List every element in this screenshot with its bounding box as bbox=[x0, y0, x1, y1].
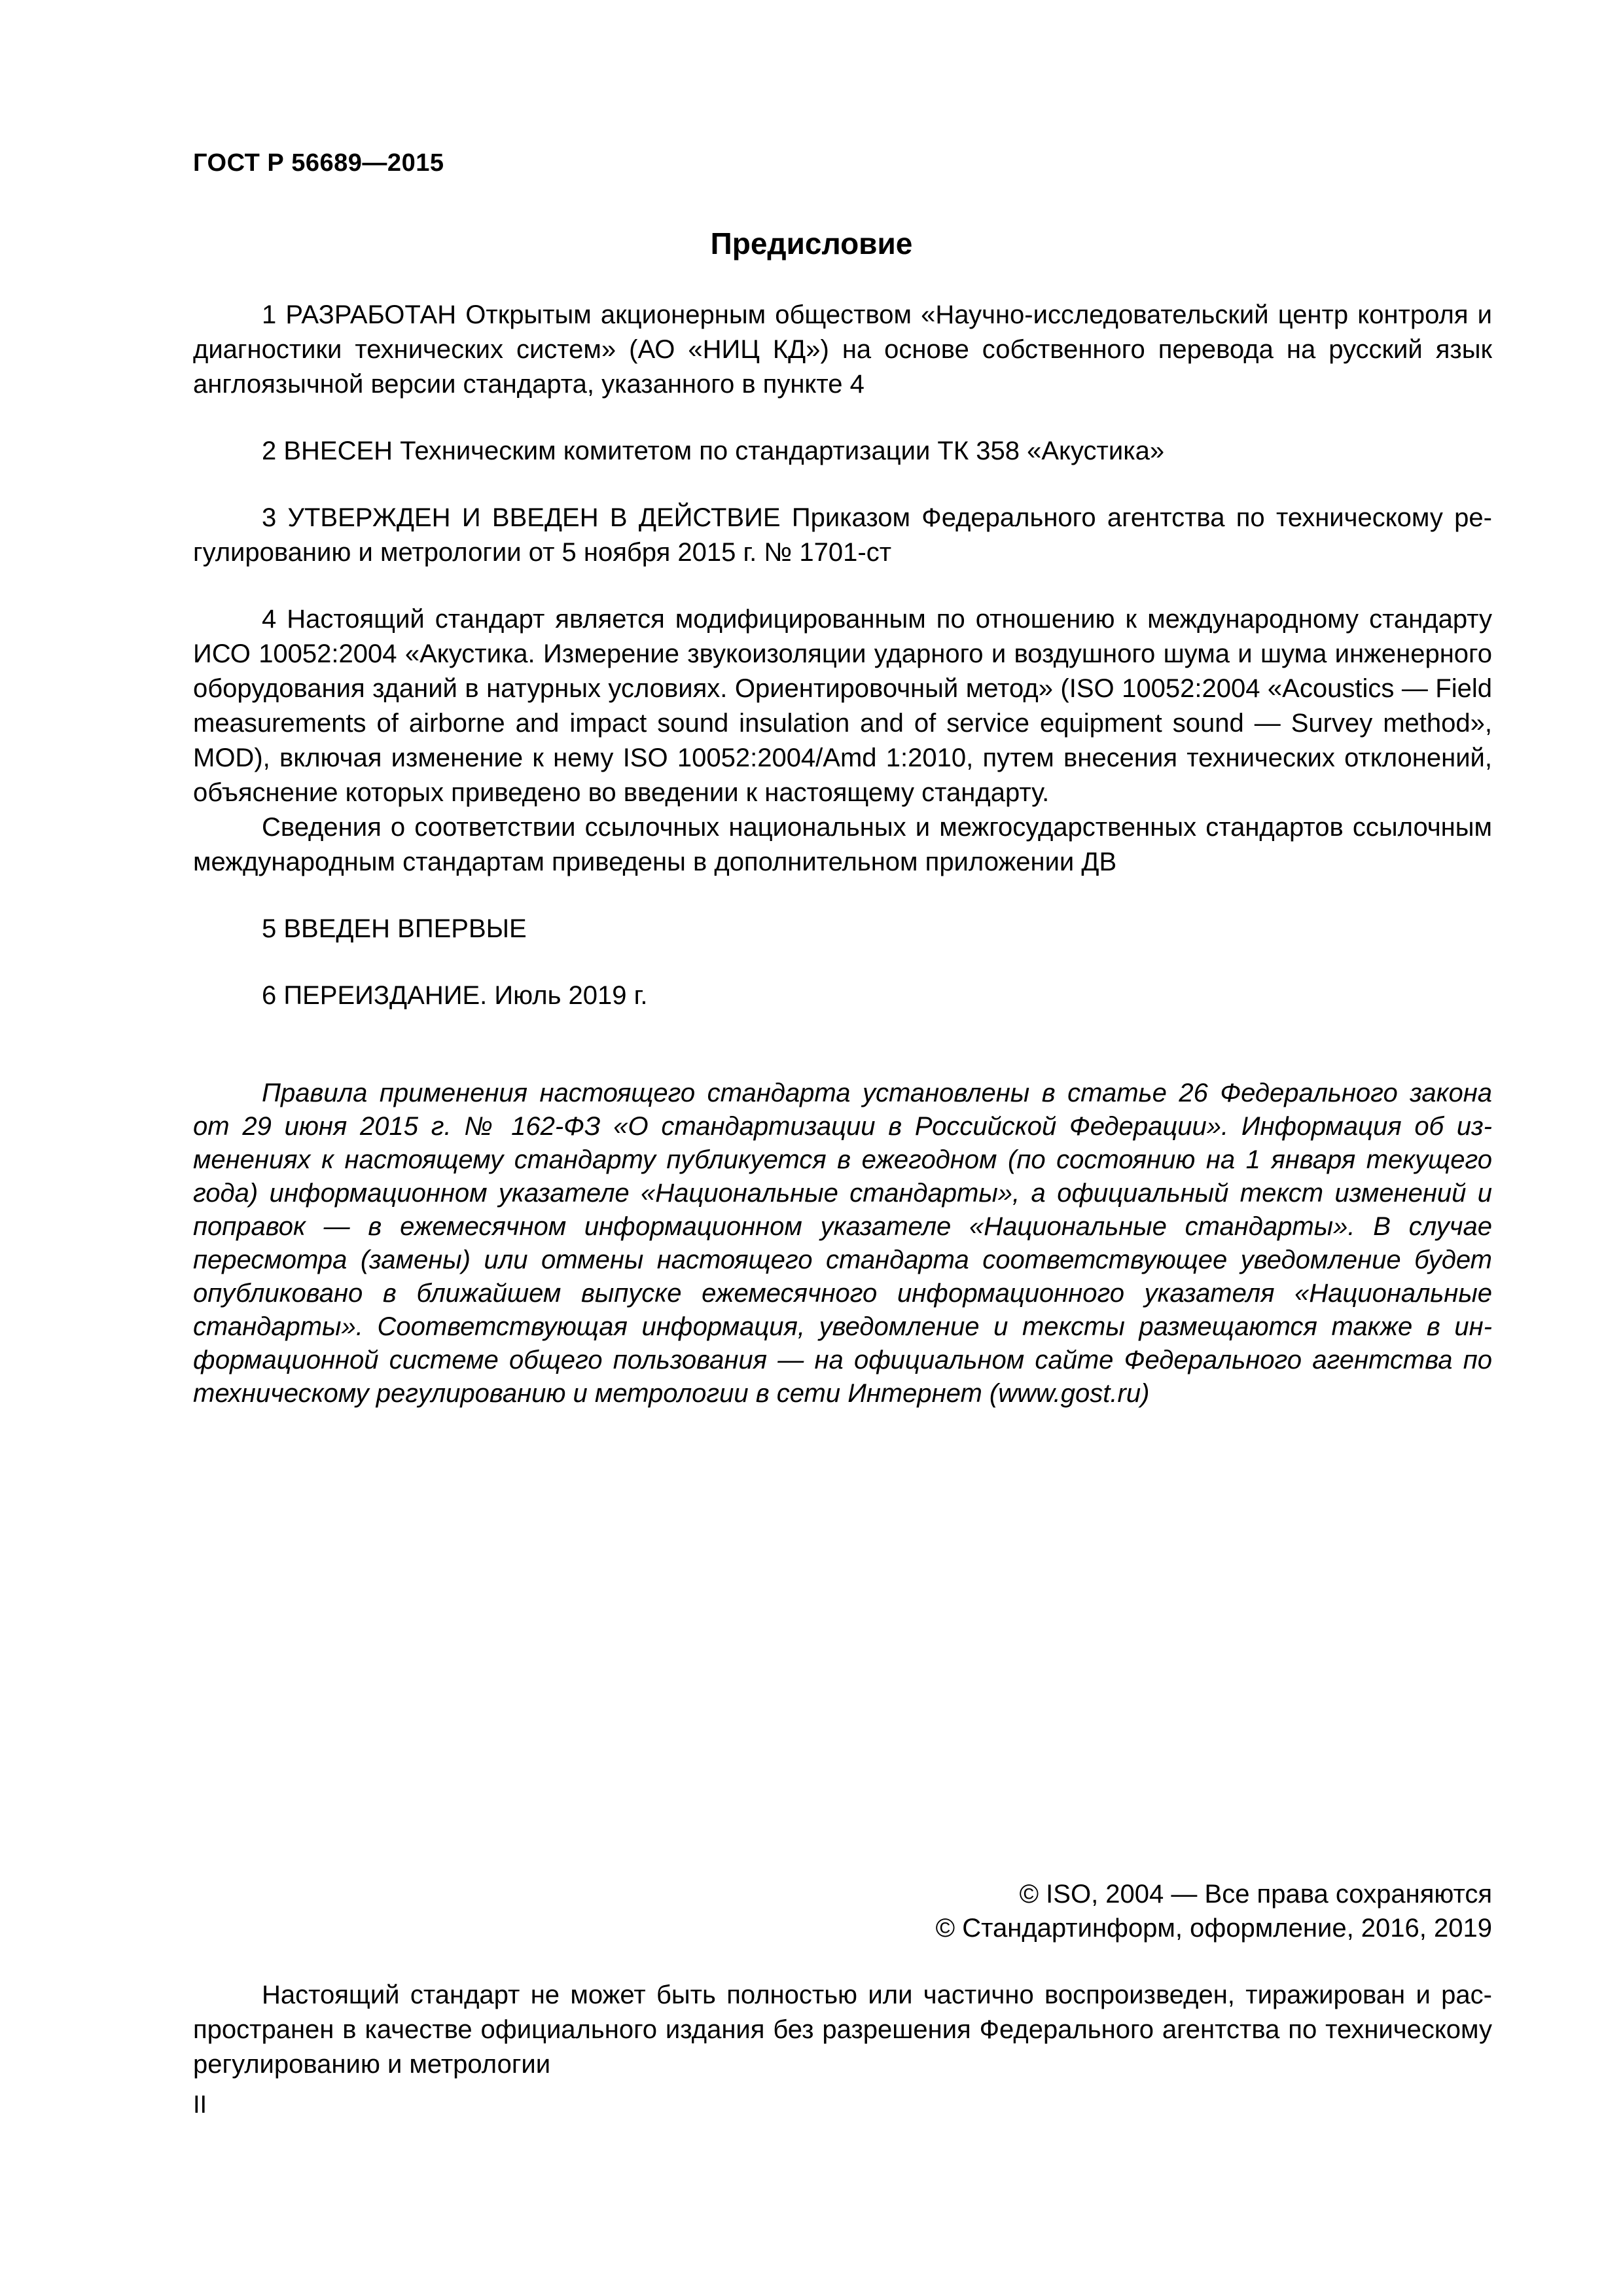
preface-item-4-references: Сведения о соответствии ссылочных национальных и межгосударственных стандартов ссылочным международным стандартам приведены в дополнительном приложении ДВ bbox=[193, 813, 1492, 876]
reproduction-notice-text: Настоящий стандарт не может быть полностью или частично воспроизведен, тиражирован и распространен в качестве официального издания без разрешения Федерального агентства по техническому регулированию и метрологии bbox=[193, 1981, 1492, 2079]
preface-item-6: 6 ПЕРЕИЗДАНИЕ. Июль 2019 г. bbox=[262, 981, 648, 1010]
standard-code-header: ГОСТ Р 56689—2015 bbox=[193, 149, 444, 177]
application-rules-text: Правила применения настоящего стандарта установлены в статье 26 Федерального закона от 29 июня 2015 г. № 162-ФЗ «О стандартизации в Российской Федерации». Информация об изменениях к настоящему стандарту публикуется в ежегодном (по состоянию на 1 января текущего года) информационном указателе «Национальные стандарты», а официальный текст изменений и поправок — в ежемесячном информационном указателе «Национальные стандарты». В случае пересмотра (замены) или отмены настоящего стандарта соответствующее уведомление будет опубликовано в ближайшем выпуске ежемесячного информационного указателя «Национальные стандарты». Соответствующая информация, уведомление и тексты размещаются также в информационной системе общего пользования — на официальном сайте Федерального агентства по техническому регулированию и метрологии в сети Интернет (www.gost.ru) bbox=[193, 1079, 1492, 1408]
copyright-standartinform: © Стандартинформ, оформление, 2016, 2019 bbox=[935, 1914, 1492, 1943]
page-title: Предисловие bbox=[710, 226, 913, 260]
copyright-iso: © ISO, 2004 — Все права сохраняются bbox=[1019, 1880, 1492, 1909]
reproduction-notice-section bbox=[193, 1978, 1492, 2082]
preface-item-1: 1 РАЗРАБОТАН Открытым акционерным обществом «Научно-исследовательский центр контроля и диагностики технических систем» (АО «НИЦ КД») на основе собственного перевода на русский язык англоязычной версии стандарта, указанного в пункте 4 bbox=[193, 300, 1492, 399]
preface-item-2: 2 ВНЕСЕН Техническим комитетом по стандартизации ТК 358 «Акустика» bbox=[262, 437, 1165, 465]
preface-item-5: 5 ВВЕДЕН ВПЕРВЫЕ bbox=[262, 914, 527, 943]
preface-section bbox=[193, 298, 1492, 1013]
application-rules-section bbox=[193, 1077, 1492, 1410]
copyright-block bbox=[936, 1877, 1492, 1945]
preface-item-4: 4 Настоящий стандарт является модифицированным по отношению к международному стандарту ИСО 10052:2004 «Акустика. Измерение звукоизоляции ударного и воздушного шума и шума инженерного оборудования зданий в натурных условиях. Ориентировочный метод» (ISO 10052:2004 «Acoustics — Field measurements of airborne and impact sound insulation and of service equipment sound — Survey method», MOD), включая изменение к нему ISO 10052:2004/Amd 1:2010, путем внесения технических отклонений, объяснение которых приведено во введении к настоящему стандарту. bbox=[193, 605, 1492, 807]
page-number: II bbox=[193, 2091, 207, 2119]
preface-item-3: 3 УТВЕРЖДЕН И ВВЕДЕН В ДЕЙСТВИЕ Приказом Федерального агентства по техническому регулированию и метрологии от 5 ноября 2015 г. № 1701-ст bbox=[193, 503, 1492, 567]
